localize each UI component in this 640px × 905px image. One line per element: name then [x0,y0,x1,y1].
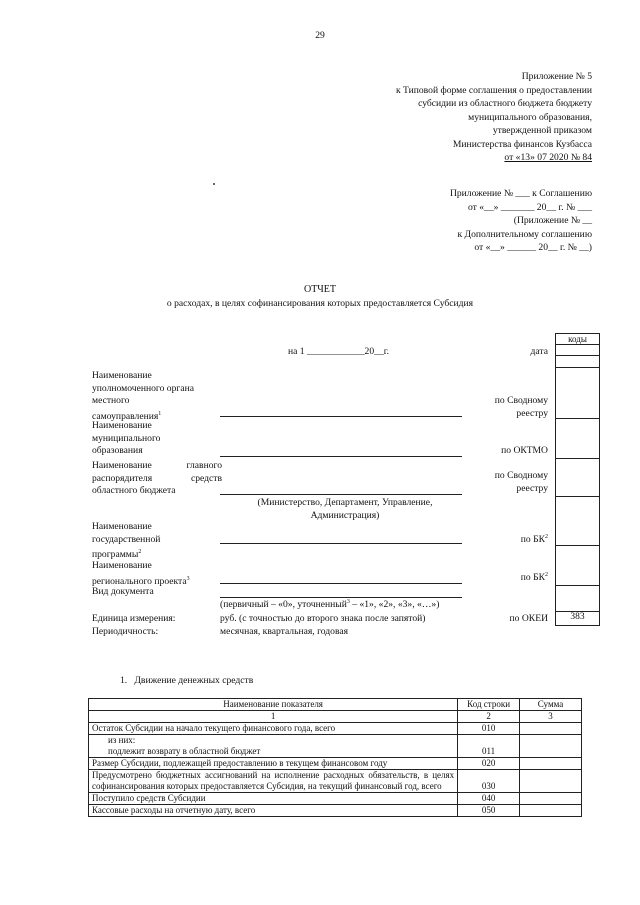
row-name-prefix: из них: [108,735,136,745]
codes-divider [555,418,600,419]
doctype-label: Вид документа [92,586,154,597]
codes-divider [555,545,600,546]
row-name: Предусмотрено бюджетных ассигнований на исполнение расходных обязательств, в целях софинансирования которых предоставляется Субсидия, на текущий финансовый год, всего [89,770,458,793]
cash-flow-table [88,698,582,817]
distributor-right-line: по Сводному [494,470,548,481]
table-row [89,770,582,793]
codes-divider [555,355,600,356]
unit-label: Единица измерения: [92,613,176,624]
codes-divider [555,496,600,497]
municipality-label-line: муниципального [92,432,161,444]
row-name: Поступило средств Субсидии [89,793,458,805]
row-name: Размер Субсидии, подлежащей предоставлению в текущем финансовом году [89,758,458,770]
agreement-line: к Дополнительному соглашению [457,228,592,240]
appendix-5-line: к Типовой форме соглашения о предоставлении [395,84,592,96]
distributor-label-line: областного бюджета [92,485,176,496]
table-row [89,793,582,805]
distributor-hint-line: Администрация) [310,509,380,521]
distributor-input-line[interactable] [220,494,462,495]
row-sum-cell[interactable] [520,770,582,793]
report-subtitle: о расходах, в целях софинансирования которых предоставляется Субсидия [166,298,474,309]
program-label-line: государственной [92,533,161,545]
section-1-heading: 1. Движение денежных средств [120,675,254,686]
program-label-line: программы$^2$ [92,549,142,561]
row-sum-cell[interactable] [520,793,582,805]
table-header-row [89,699,582,711]
appendix-5-line: утвержденной приказом [492,125,592,136]
codes-column [555,345,600,625]
page-number: 29 [315,30,325,41]
row-name: Остаток Субсидии на начало текущего финансового года, всего [89,723,458,735]
row-name: Кассовые расходы на отчетную дату, всего [89,805,458,817]
column-number: 1 [89,711,458,723]
distributor-hint-line: (Министерство, Департамент, Управление, [257,497,433,508]
table-row [89,758,582,770]
table-row [89,735,582,758]
column-header-name: Наименование показателя [89,699,458,711]
municipality-label-line: образования [92,445,143,456]
appendix-5-line: Министерства финансов Кузбасса [452,138,592,150]
authority-label-line: уполномоченного органа [92,382,194,394]
table-row [89,805,582,817]
authority-label-line: местного [92,395,130,406]
authority-right-line: реестру [516,407,548,419]
authority-right-line: по Сводному [494,395,548,406]
table-row [89,723,582,735]
municipality-label [92,420,160,458]
authority-label-line: Наименование [92,370,152,381]
row-name [89,735,458,758]
periodicity-label: Периодичность: [92,626,159,637]
distributor-hint [220,497,470,522]
authority-label-line: самоуправления$^1$ [92,410,162,422]
distributor-label [92,460,222,498]
row-code: 020 [458,758,520,770]
project-bk-label: по $БК^2$ [520,572,548,584]
agreement-appendix-header [360,187,592,255]
program-label [92,521,160,562]
distributor-right-line: реестру [516,482,548,494]
row-code: 040 [458,793,520,805]
column-number: 2 [458,711,520,723]
column-header-sum: Сумма [520,699,582,711]
oktmo-label: по ОКТМО [501,445,548,456]
project-label-line: Наименование [92,560,152,571]
distributor-label-line: Наименование главного [92,460,222,471]
column-header-code: Код строки [458,699,520,711]
codes-divider [555,458,600,459]
row-sum-cell[interactable] [520,735,582,758]
row-code: 011 [458,735,520,758]
distributor-right-label [470,470,548,495]
periodicity-value: месячная, квартальная, годовая [220,626,349,637]
program-input-line[interactable] [220,543,462,544]
municipality-label-line: Наименование [92,420,152,431]
unit-value: руб. (с точностью до второго знака после запятой) [220,613,426,624]
row-sum-cell[interactable] [520,805,582,817]
appendix-5-line: субсидии из областного бюджета бюджету [418,98,592,109]
report-date-line: на 1 ____________20__г. [288,346,389,357]
codes-divider [555,585,600,586]
authority-label [92,370,194,423]
program-label-line: Наименование [92,521,152,532]
codes-divider [555,367,600,368]
okei-label: по ОКЕИ [509,613,548,624]
stray-dot [213,183,215,185]
appendix-5-date: от «13» 07 2020 № 84 [504,152,592,163]
doctype-input-line[interactable] [220,597,462,598]
appendix-5-header [330,70,592,165]
authority-input-line[interactable] [220,416,462,417]
project-label [92,560,190,588]
authority-right-label [470,395,548,420]
appendix-5-line: муниципального образования, [468,111,592,123]
program-bk-label: по $БК^2$ [520,534,548,546]
row-sum-cell[interactable] [520,758,582,770]
agreement-line: Приложение № ___ к Соглашению [449,188,592,199]
codes-divider [555,625,600,626]
doctype-hint: (первичный – «0», уточненный$^3$ – «1», «2», «3», «…») [220,599,440,611]
row-code: 030 [458,770,520,793]
agreement-line: от «__» ______ 20__ г. № __) [474,242,592,253]
report-title: ОТЧЕТ [303,284,337,295]
row-sum-cell[interactable] [520,723,582,735]
row-code: 010 [458,723,520,735]
appendix-5-line: Приложение № 5 [521,71,592,82]
agreement-line: (Приложение № __ [513,215,592,226]
okei-code: 383 [570,612,585,622]
codes-header: коды [555,333,600,345]
column-number: 3 [520,711,582,723]
municipality-input-line[interactable] [220,456,462,457]
table-number-row [89,711,582,723]
project-label-line: регионального проекта$^3$ [92,575,190,587]
date-label: дата [530,346,548,357]
row-name-sub: подлежит возврату в областной бюджет [108,746,261,756]
agreement-line: от «__» _______ 20__ г. № ___ [467,201,592,213]
row-code: 050 [458,805,520,817]
project-input-line[interactable] [220,583,462,584]
distributor-label-line: распорядителя средств [92,472,222,484]
